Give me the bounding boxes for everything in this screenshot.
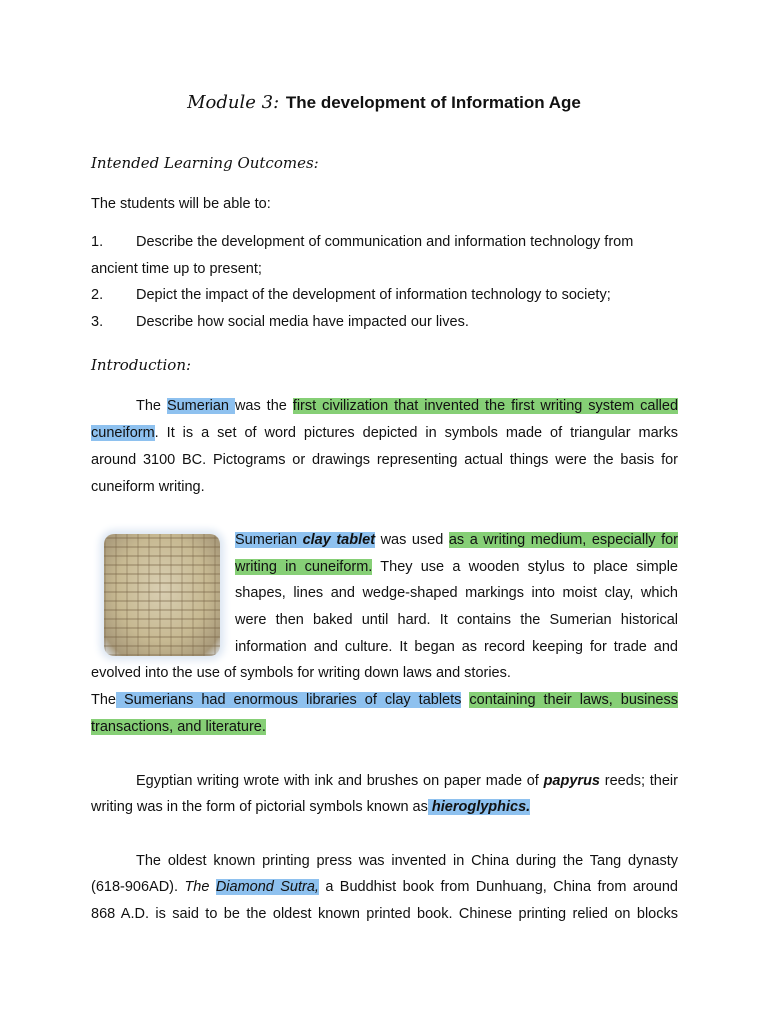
text-run: reeds; their — [600, 773, 678, 789]
p2-line7 — [91, 690, 678, 710]
text-run: Egyptian writing wrote with ink and brushes on paper made of — [136, 773, 544, 789]
p1-line1 — [91, 396, 678, 416]
outcome-number: 3. — [91, 314, 104, 330]
text-run: a Buddhist book from Dunhuang, China from around — [318, 879, 678, 895]
p1-line2 — [91, 423, 678, 443]
outcomes-intro: The students will be able to: — [91, 196, 271, 212]
highlight: Sumerian — [166, 398, 235, 414]
text-run: The — [91, 692, 116, 708]
highlight: clay tablet — [302, 532, 376, 548]
outcome-text: Describe how social media have impacted our lives. — [136, 314, 469, 330]
highlight: Diamond Sutra, — [215, 879, 319, 895]
text-run: was used — [375, 532, 449, 548]
clay-tablet-image — [104, 534, 220, 656]
title-text: The development of Information Age — [285, 93, 581, 112]
highlight: Sumerians had enormous libraries of clay tablets — [116, 692, 462, 708]
highlight: cuneiform — [91, 425, 155, 441]
outcomes-heading: Intended Learning Outcomes: — [91, 154, 319, 172]
p3-line2 — [91, 797, 678, 817]
outcome-item-1 — [91, 232, 678, 252]
p4-line3: 868 A.D. is said to be the oldest known printed book. Chinese printing relied on blocks — [91, 906, 678, 922]
text-run: was the — [234, 398, 293, 414]
p2-line1 — [235, 530, 678, 550]
highlight: writing in cuneiform. — [235, 559, 373, 575]
text-run: They use a wooden stylus to place simple — [372, 559, 678, 575]
outcome-text: Describe the development of communication and information technology from — [136, 234, 634, 250]
p2-line2 — [235, 557, 678, 577]
highlight: first civilization that invented the first writing system called — [292, 398, 679, 414]
text-run: The — [136, 398, 167, 414]
outcome-item-2 — [91, 285, 678, 305]
highlight: Sumerian — [235, 532, 303, 548]
text-run: writing was in the form of pictorial symbols known as — [91, 799, 428, 815]
emphasis: The — [184, 879, 216, 895]
p2-line6: evolved into the use of symbols for writing down laws and stories. — [91, 665, 511, 681]
text-run: . It is a set of word pictures depicted in symbols made of triangular marks — [154, 425, 678, 441]
emphasis: papyrus — [543, 773, 600, 789]
p2-line8 — [91, 717, 678, 737]
highlight: as a writing medium, especially for — [448, 532, 678, 548]
highlight: hieroglyphics. — [427, 799, 531, 815]
page-title — [0, 92, 768, 113]
p4-line1: The oldest known printing press was invented in China during the Tang dynasty — [136, 853, 678, 869]
p2-line3: shapes, lines and wedge-shaped markings into moist clay, which — [235, 585, 678, 601]
outcome-text: Depict the impact of the development of information technology to society; — [136, 287, 611, 303]
p2-line5: information and culture. It began as record keeping for trade and — [235, 639, 678, 655]
p4-line2 — [91, 877, 678, 897]
outcome-item-3 — [91, 312, 678, 332]
p1-line3: around 3100 BC. Pictograms or drawings representing actual things were the basis for — [91, 452, 678, 468]
p2-line4: were then baked until hard. It contains the Sumerian historical — [235, 612, 678, 628]
outcome-number: 2. — [91, 287, 104, 303]
introduction-heading: Introduction: — [91, 356, 192, 374]
text-run: (618-906AD). — [91, 879, 185, 895]
p3-line1 — [91, 771, 678, 791]
outcome-item-1-cont: ancient time up to present; — [91, 261, 262, 277]
highlight: containing their laws, business — [469, 692, 679, 708]
module-label: Module 3: — [187, 92, 280, 113]
outcome-number: 1. — [91, 234, 104, 250]
p1-line4: cuneiform writing. — [91, 479, 205, 495]
highlight: transactions, and literature. — [91, 719, 266, 735]
